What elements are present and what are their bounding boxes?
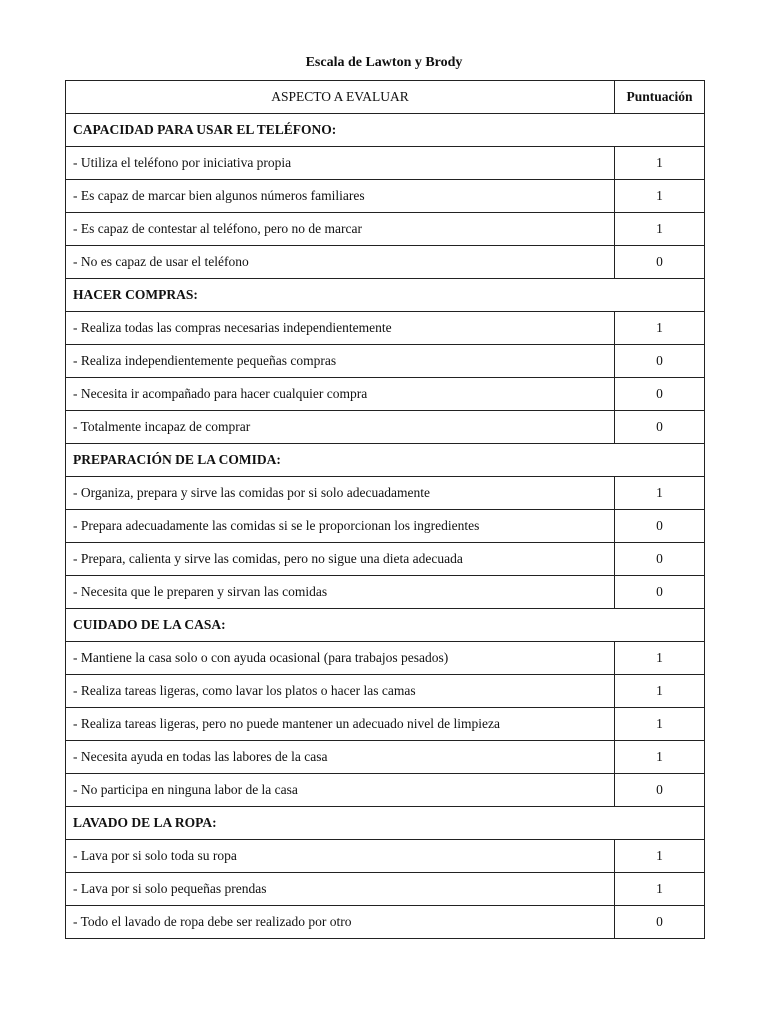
table-row [66,246,705,279]
section-title: CAPACIDAD PARA USAR EL TELÉFONO: [66,114,705,147]
item-score: 0 [615,378,705,411]
lawton-brody-table [65,80,705,939]
item-score: 0 [615,576,705,609]
item-score: 1 [615,213,705,246]
table-row [66,708,705,741]
item-text: - Organiza, prepara y sirve las comidas por si solo adecuadamente [66,477,615,510]
item-text: - Realiza independientemente pequeñas compras [66,345,615,378]
item-score: 0 [615,411,705,444]
table-row [66,642,705,675]
item-text: - Necesita ir acompañado para hacer cualquier compra [66,378,615,411]
table-row [66,213,705,246]
table-row [66,477,705,510]
item-score: 0 [615,906,705,939]
item-text: - Todo el lavado de ropa debe ser realizado por otro [66,906,615,939]
table-header-row [66,81,705,114]
item-text: - Lava por si solo pequeñas prendas [66,873,615,906]
item-text: - Prepara adecuadamente las comidas si se le proporcionan los ingredientes [66,510,615,543]
item-text: - Realiza tareas ligeras, pero no puede mantener un adecuado nivel de limpieza [66,708,615,741]
item-text: - Prepara, calienta y sirve las comidas, pero no sigue una dieta adecuada [66,543,615,576]
item-score: 1 [615,840,705,873]
item-text: - Utiliza el teléfono por iniciativa propia [66,147,615,180]
table-row [66,741,705,774]
item-score: 1 [615,741,705,774]
item-text: - Realiza todas las compras necesarias independientemente [66,312,615,345]
item-score: 1 [615,180,705,213]
table-row [66,675,705,708]
section-title: HACER COMPRAS: [66,279,705,312]
item-text: - No es capaz de usar el teléfono [66,246,615,279]
section-row [66,114,705,147]
table-row [66,873,705,906]
item-text: - No participa en ninguna labor de la casa [66,774,615,807]
item-score: 1 [615,147,705,180]
item-score: 1 [615,477,705,510]
section-title: CUIDADO DE LA CASA: [66,609,705,642]
item-score: 0 [615,774,705,807]
section-row [66,444,705,477]
document-title: Escala de Lawton y Brody [305,55,463,70]
item-score: 0 [615,345,705,378]
item-text: - Lava por si solo toda su ropa [66,840,615,873]
table-row [66,312,705,345]
header-score: Puntuación [615,81,705,114]
item-text: - Mantiene la casa solo o con ayuda ocasional (para trabajos pesados) [66,642,615,675]
table-row [66,576,705,609]
section-row [66,609,705,642]
header-aspect: ASPECTO A EVALUAR [66,81,615,114]
item-score: 0 [615,246,705,279]
item-text: - Es capaz de marcar bien algunos números familiares [66,180,615,213]
section-title: LAVADO DE LA ROPA: [66,807,705,840]
table-row [66,510,705,543]
item-text: - Necesita que le preparen y sirvan las comidas [66,576,615,609]
item-text: - Necesita ayuda en todas las labores de la casa [66,741,615,774]
table-row [66,543,705,576]
item-score: 1 [615,675,705,708]
table-row [66,906,705,939]
item-score: 1 [615,312,705,345]
table-row [66,774,705,807]
table-row [66,180,705,213]
item-text: - Es capaz de contestar al teléfono, pero no de marcar [66,213,615,246]
item-score: 1 [615,708,705,741]
item-score: 1 [615,873,705,906]
section-title: PREPARACIÓN DE LA COMIDA: [66,444,705,477]
item-text: - Totalmente incapaz de comprar [66,411,615,444]
section-row [66,807,705,840]
item-score: 0 [615,543,705,576]
item-score: 1 [615,642,705,675]
item-score: 0 [615,510,705,543]
item-text: - Realiza tareas ligeras, como lavar los platos o hacer las camas [66,675,615,708]
table-row [66,840,705,873]
table-row [66,345,705,378]
table-row [66,147,705,180]
table-row [66,411,705,444]
table-row [66,378,705,411]
section-row [66,279,705,312]
